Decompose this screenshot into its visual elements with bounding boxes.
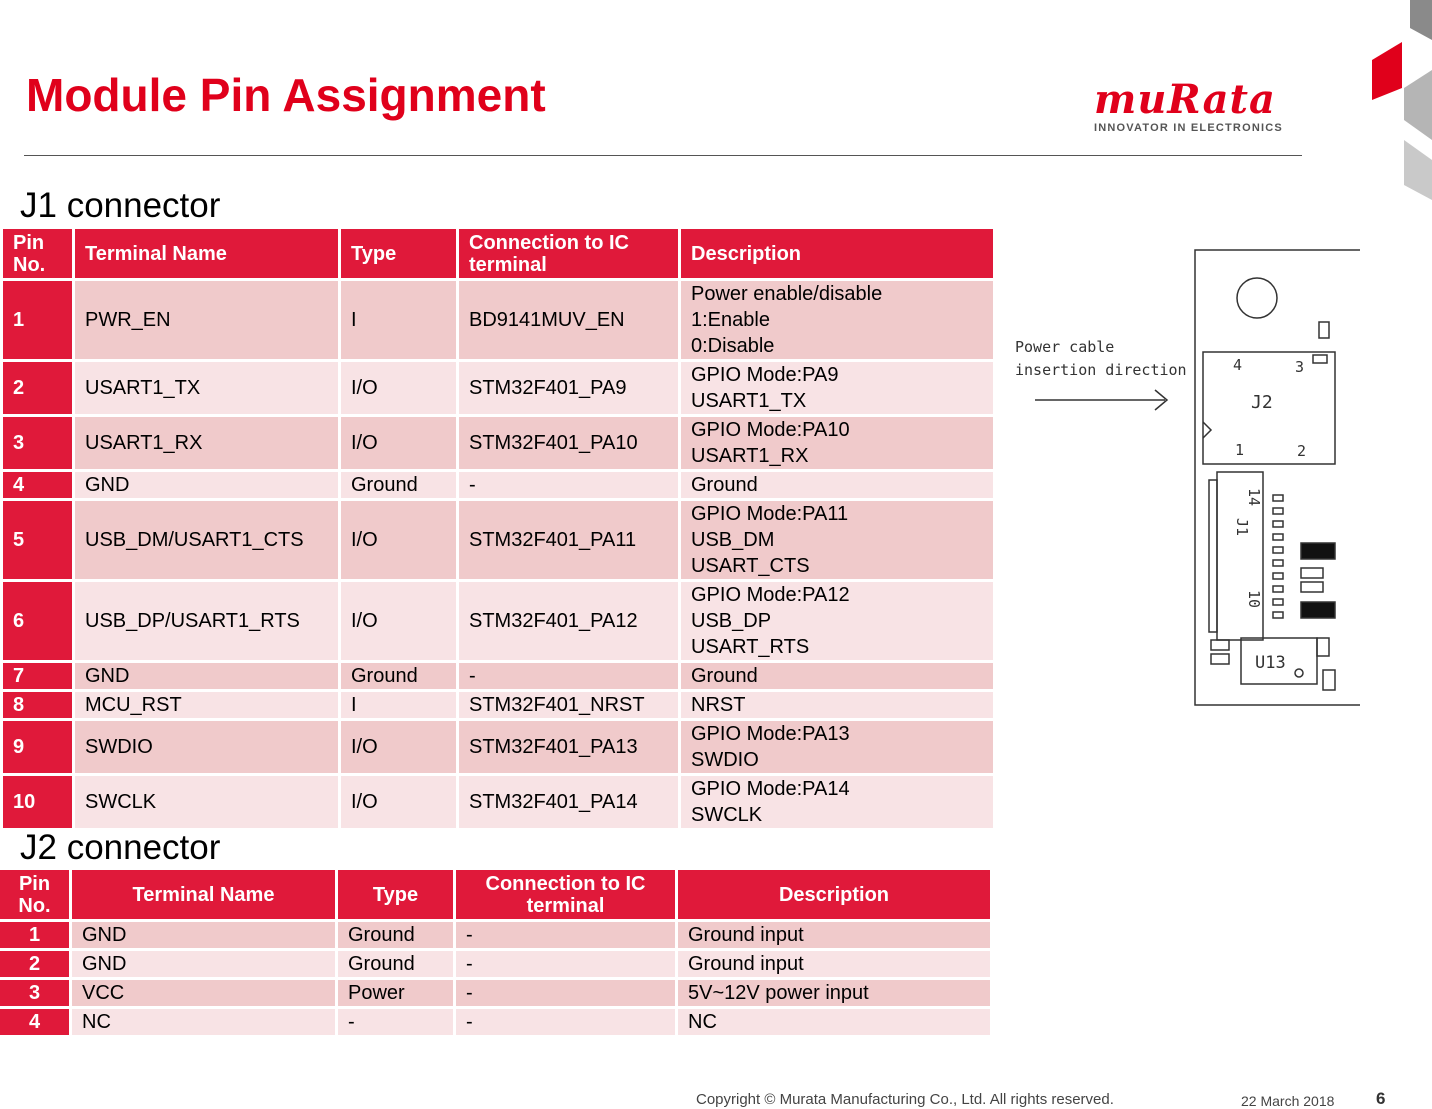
j2-cell-description [678, 922, 990, 948]
j1-description-line: GPIO Mode:PA9 [691, 364, 839, 386]
j1-cell-description [681, 417, 993, 469]
j1-table-row [3, 281, 993, 359]
j1-pin-10: 10 [1245, 590, 1263, 609]
smd-component-icon [1301, 543, 1335, 559]
u13-label: U13 [1255, 653, 1286, 673]
j1-description-line: NRST [691, 694, 746, 716]
j1-header-type: Type [341, 229, 459, 278]
j2-heading: J2 connector [20, 828, 221, 867]
j1-label: J1 [1233, 518, 1251, 537]
j2-cell-description [678, 1009, 990, 1035]
smd-component-icon [1319, 322, 1329, 338]
j1-cell-pin: 3 [3, 417, 75, 469]
j1-description-line: USART1_TX [691, 390, 807, 412]
j1-table-row [3, 692, 993, 718]
u13-pin1-marker [1295, 669, 1303, 677]
page-title: Module Pin Assignment [26, 69, 546, 121]
j1-description-line: USART1_RX [691, 445, 809, 467]
j1-table-row [3, 663, 993, 689]
j1-cell-type: I [341, 281, 459, 359]
j1-cell-terminal-name: USART1_TX [75, 362, 341, 414]
j2-cell-type: Ground [338, 951, 456, 977]
smd-component-icon [1301, 602, 1335, 618]
j1-cell-type: I/O [341, 721, 459, 773]
j1-table-row [3, 582, 993, 660]
j1-cell-description [681, 582, 993, 660]
footer-copyright: Copyright © Murata Manufacturing Co., Ltd. All rights reserved. [696, 1091, 1114, 1108]
j2-cell-pin: 3 [0, 980, 72, 1006]
j1-cell-terminal-name: USB_DP/USART1_RTS [75, 582, 341, 660]
j1-pad [1273, 560, 1283, 566]
j1-description-line: Ground [691, 665, 758, 687]
j1-cell-type: I/O [341, 417, 459, 469]
j1-cell-pin: 9 [3, 721, 75, 773]
j1-table-row [3, 501, 993, 579]
j1-cell-pin: 10 [3, 776, 75, 828]
j1-table-row [3, 417, 993, 469]
j1-table-row [3, 362, 993, 414]
j1-cell-pin: 2 [3, 362, 75, 414]
j2-pin-1: 1 [1235, 441, 1245, 459]
j1-cell-connection: STM32F401_PA9 [459, 362, 681, 414]
j1-pin-table [3, 226, 993, 831]
j2-table-row [0, 1009, 990, 1035]
j1-description-line: USART_RTS [691, 636, 810, 658]
smd-component-icon [1211, 654, 1229, 664]
j1-description-line: GPIO Mode:PA14 [691, 778, 850, 800]
j2-pin-2: 2 [1297, 442, 1307, 460]
j1-description-line: Power enable/disable [691, 283, 883, 305]
logo-wordmark: muRata [1094, 76, 1276, 123]
footer-date: 22 March 2018 [1241, 1093, 1335, 1109]
j2-cell-terminal-name: NC [72, 1009, 338, 1035]
j1-cell-pin: 6 [3, 582, 75, 660]
j1-header-pin: Pin No. [3, 229, 75, 278]
j1-cell-connection: STM32F401_PA11 [459, 501, 681, 579]
j2-description-line: Ground input [688, 923, 804, 946]
j1-description-line: GPIO Mode:PA12 [691, 584, 850, 606]
smd-component-icon [1323, 670, 1335, 690]
j1-pad [1273, 534, 1283, 540]
j2-table-row [0, 980, 990, 1006]
j2-table-row [0, 922, 990, 948]
j1-cell-connection: STM32F401_NRST [459, 692, 681, 718]
j1-description-line: USB_DP [691, 610, 772, 632]
j2-cell-description [678, 980, 990, 1006]
j1-cell-terminal-name: GND [75, 663, 341, 689]
j2-header-row [0, 870, 990, 919]
j2-polarity-icon [1203, 422, 1211, 438]
j2-cell-terminal-name: VCC [72, 980, 338, 1006]
j2-cell-type: - [338, 1009, 456, 1035]
j1-header-description: Description [681, 229, 993, 278]
j1-cell-type: I/O [341, 776, 459, 828]
j1-description-line: USB_DM [691, 529, 775, 551]
j1-cell-description [681, 281, 993, 359]
j1-cell-connection: - [459, 472, 681, 498]
j1-cell-type: Ground [341, 663, 459, 689]
j1-cell-pin: 7 [3, 663, 75, 689]
j1-cell-terminal-name: SWCLK [75, 776, 341, 828]
j1-connector-lip [1209, 480, 1217, 632]
j1-cell-terminal-name: USB_DM/USART1_CTS [75, 501, 341, 579]
j1-cell-pin: 5 [3, 501, 75, 579]
j2-header-pin: Pin No. [0, 870, 72, 919]
j1-cell-connection: STM32F401_PA10 [459, 417, 681, 469]
j2-pin-4: 4 [1233, 356, 1243, 374]
j2-header-terminal: Terminal Name [72, 870, 338, 919]
j1-cell-terminal-name: MCU_RST [75, 692, 341, 718]
j1-pad [1273, 612, 1283, 618]
j2-header-description: Description [678, 870, 990, 919]
j1-cell-description [681, 663, 993, 689]
j1-cell-pin: 1 [3, 281, 75, 359]
j1-description-line: GPIO Mode:PA11 [691, 503, 849, 525]
j1-pad [1273, 547, 1283, 553]
j1-cell-terminal-name: PWR_EN [75, 281, 341, 359]
j1-cell-description [681, 776, 993, 828]
j2-pin-marker [1313, 355, 1327, 363]
j1-pin-14: 14 [1245, 488, 1263, 507]
j1-pad [1273, 495, 1283, 501]
j1-cell-connection: BD9141MUV_EN [459, 281, 681, 359]
j1-description-line: Ground [691, 474, 758, 496]
j2-cell-connection: - [456, 951, 678, 977]
j2-description-line: 5V~12V power input [688, 981, 869, 1004]
j2-cell-connection: - [456, 922, 678, 948]
j2-cell-pin: 1 [0, 922, 72, 948]
j2-pin-table [0, 867, 990, 1038]
j2-cell-type: Power [338, 980, 456, 1006]
title-divider [24, 155, 1302, 156]
j1-header-connection: Connection to IC terminal [459, 229, 681, 278]
smd-component-icon [1301, 582, 1323, 592]
j1-pad [1273, 586, 1283, 592]
j1-cell-description [681, 472, 993, 498]
j1-pad [1273, 521, 1283, 527]
j1-cell-type: I/O [341, 501, 459, 579]
j2-cell-description [678, 951, 990, 977]
insertion-arrow-icon [1035, 390, 1167, 410]
j1-cell-description [681, 501, 993, 579]
j1-pad [1273, 599, 1283, 605]
j1-description-line: SWDIO [691, 749, 759, 771]
j2-header-type: Type [338, 870, 456, 919]
j2-label: J2 [1251, 392, 1273, 413]
j2-header-connection: Connection to IC terminal [456, 870, 678, 919]
j1-cell-type: Ground [341, 472, 459, 498]
j1-cell-description [681, 721, 993, 773]
j1-cell-connection: STM32F401_PA13 [459, 721, 681, 773]
j1-description-line: GPIO Mode:PA13 [691, 723, 850, 745]
j1-cell-connection: STM32F401_PA14 [459, 776, 681, 828]
murata-logo [1094, 76, 1300, 138]
board-diagram [1005, 240, 1365, 710]
j1-cell-connection: STM32F401_PA12 [459, 582, 681, 660]
j1-cell-description [681, 692, 993, 718]
j2-cell-terminal-name: GND [72, 922, 338, 948]
j1-description-line: USART_CTS [691, 555, 810, 577]
smd-component-icon [1317, 638, 1329, 656]
j1-pad [1273, 573, 1283, 579]
j1-description-line: SWCLK [691, 804, 763, 826]
j1-cell-type: I [341, 692, 459, 718]
j1-cell-description [681, 362, 993, 414]
logo-tagline: INNOVATOR IN ELECTRONICS [1094, 122, 1283, 134]
j1-header-terminal: Terminal Name [75, 229, 341, 278]
mounting-hole-icon [1237, 278, 1277, 318]
j2-cell-connection: - [456, 1009, 678, 1035]
smd-component-icon [1301, 568, 1323, 578]
j1-table-row [3, 721, 993, 773]
j2-cell-pin: 2 [0, 951, 72, 977]
j1-cell-terminal-name: GND [75, 472, 341, 498]
j1-cell-type: I/O [341, 362, 459, 414]
annotation-line1: Power cable [1015, 338, 1115, 356]
j1-cell-terminal-name: USART1_RX [75, 417, 341, 469]
j1-heading: J1 connector [20, 186, 221, 225]
corner-decoration-icon [1332, 0, 1432, 220]
j1-table-row [3, 776, 993, 828]
j1-description-line: 0:Disable [691, 335, 775, 357]
j2-cell-terminal-name: GND [72, 951, 338, 977]
j1-cell-type: I/O [341, 582, 459, 660]
page-number: 6 [1376, 1089, 1386, 1108]
j1-pad [1273, 508, 1283, 514]
j1-cell-connection: - [459, 663, 681, 689]
j2-cell-connection: - [456, 980, 678, 1006]
smd-component-icon [1211, 640, 1229, 650]
j1-cell-pin: 4 [3, 472, 75, 498]
j2-cell-pin: 4 [0, 1009, 72, 1035]
j1-cell-pin: 8 [3, 692, 75, 718]
j2-cell-type: Ground [338, 922, 456, 948]
j2-table-row [0, 951, 990, 977]
j1-description-line: GPIO Mode:PA10 [691, 419, 850, 441]
j1-header-row [3, 229, 993, 278]
j1-description-line: 1:Enable [691, 309, 770, 331]
annotation-line2: insertion direction [1015, 361, 1187, 379]
j1-cell-terminal-name: SWDIO [75, 721, 341, 773]
board-outline [1195, 250, 1360, 705]
j1-table-row [3, 472, 993, 498]
j2-description-line: Ground input [688, 952, 804, 975]
j2-description-line: NC [688, 1010, 717, 1033]
j2-pin-3: 3 [1295, 358, 1305, 376]
